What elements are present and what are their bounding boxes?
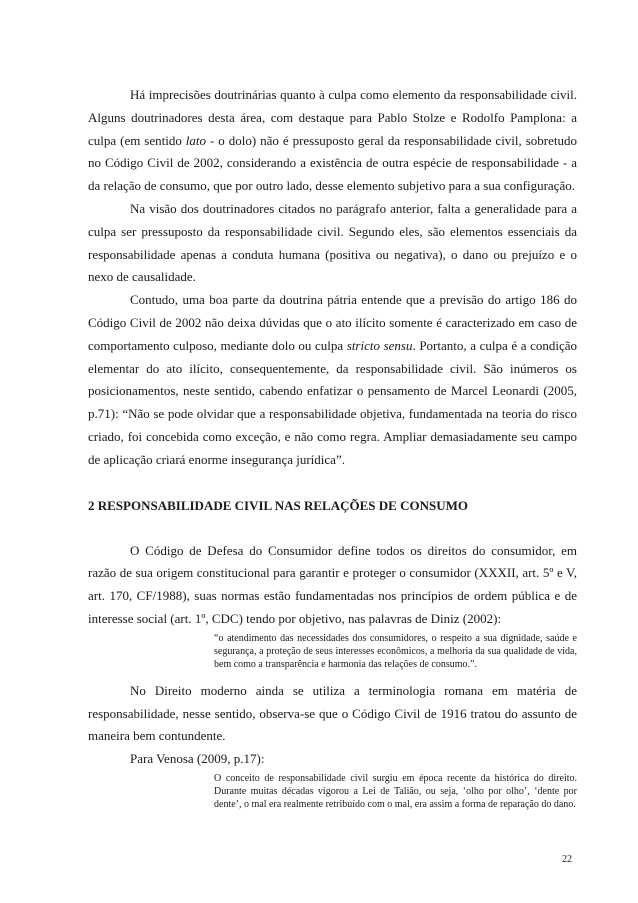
paragraph-culpa-imprecisoes	[88, 84, 577, 198]
document-page	[88, 84, 577, 821]
paragraph-direito-moderno: No Direito moderno ainda se utiliza a terminologia romana em matéria de responsabilidade, nesse sentido, observa-se que o Código Civil de 1916 tratou do assunto de maneira bem contundente.	[88, 682, 577, 744]
section-heading: 2 RESPONSABILIDADE CIVIL NAS RELAÇÕES DE CONSUMO	[88, 497, 468, 513]
block-quote-venosa: O conceito de responsabilidade civil surgiu em época recente da histórica do direito. Durante muitas décadas vigorou a Lei de Talião, ou seja, ‘olho por olho’, ‘dente por dente’, o mal era realmente retribuído com o mal, era assim a forma de reparação do dano.	[214, 772, 577, 810]
paragraph-doutrina-patria	[88, 289, 577, 471]
italic-term: lato	[185, 132, 207, 148]
paragraph-venosa-intro: Para Venosa (2009, p.17):	[130, 751, 265, 767]
paragraph-text: . Portanto, a culpa é a condição elementar do ato ilícito, consequentemente, da responsabilidade civil. São inúmeros os posicionamentos, neste sentido, cabendo enfatizar o pensamento de Marcel Leonardi (2005, p.71): “Não se pode olvidar que a responsabilidade objetiva, fundamentada na teoria do risco criado, foi concebida como exceção, e não como regra. Ampliar demasiadamente seu campo de aplicação criará enorme insegurança jurídica”.	[88, 337, 577, 467]
paragraph-visao-doutrinadores: Na visão dos doutrinadores citados no parágrafo anterior, falta a generalidade para a culpa ser pressuposto da responsabilidade civil. Segundo eles, são elementos essenciais da responsabilidade apenas a conduta humana (positiva ou negativa), o dano ou prejuízo e o nexo de causalidade.	[88, 200, 577, 285]
block-quote-diniz: “o atendimento das necessidades dos consumidores, o respeito a sua dignidade, saúde e segurança, a proteção de seus interesses econômicos, a melhoria da sua qualidade de vida, bem como a transparência e harmonia das relações de consumo.”.	[214, 632, 577, 670]
italic-term: stricto sensu	[346, 337, 413, 353]
paragraph-text: Há imprecisões doutrinárias quanto à culpa como elemento da responsabilidade civil. Alguns doutrinadores desta área, com destaque para Pablo Stolze e Rodolfo Pamplona: a culpa (em sentido	[88, 87, 577, 148]
paragraph-text: - o dolo) não é pressuposto geral da responsabilidade civil, sobretudo no Código Civil de 2002, considerando a existência de outra espécie de responsabilidade - a da relação de consumo, que por outro lado, desse elemento subjetivo para a sua configuração.	[88, 132, 578, 194]
paragraph-text: Contudo, uma boa parte da doutrina pátria entende que a previsão do artigo 186 do Código Civil de 2002 não deixa dúvidas que o ato ilícito somente é caracterizado em caso de comportamento culposo, mediante dolo ou culpa	[88, 292, 577, 353]
paragraph-cdc: O Código de Defesa do Consumidor define todos os direitos do consumidor, em razão de sua origem constitucional para garantir e proteger o consumidor (XXXII, art. 5º e V, art. 170, CF/1988), suas normas estão fundamentadas nos princípios de ordem pública e de interesse social (art. 1º, CDC) tendo por objetivo, nas palavras de Diniz (2002):	[88, 542, 577, 626]
page-number: 22	[562, 854, 572, 865]
